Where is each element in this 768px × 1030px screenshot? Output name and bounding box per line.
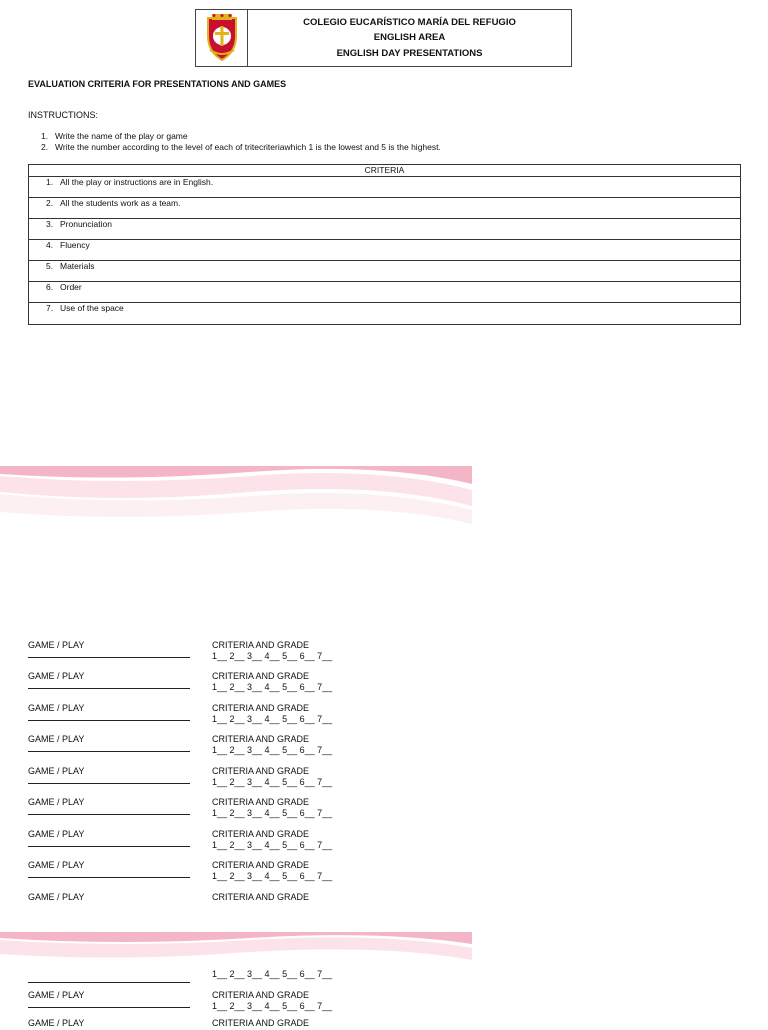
game-play-label: GAME / PLAY (28, 892, 85, 902)
game-entry-left (28, 671, 190, 689)
game-entry-right (212, 671, 332, 693)
game-play-label: GAME / PLAY (28, 766, 85, 776)
decorative-wave (0, 930, 472, 970)
game-entry-left (28, 797, 190, 815)
criteria-grade-label: CRITERIA AND GRADE (212, 892, 310, 902)
game-entry-right (212, 703, 332, 725)
header-text (248, 10, 571, 66)
instructions-heading: INSTRUCTIONS: (28, 110, 99, 120)
game-entry-right (212, 766, 332, 788)
game-play-label: GAME / PLAY (28, 829, 85, 839)
criteria-grade-label: CRITERIA AND GRADE (212, 990, 310, 1000)
instructions-list (41, 131, 441, 152)
grade-line[interactable]: 1__ 2__ 3__ 4__ 5__ 6__ 7__ (212, 808, 333, 818)
criteria-grade-label: CRITERIA AND GRADE (212, 829, 310, 839)
game-entry-right (212, 734, 332, 756)
game-entry-left (28, 640, 190, 658)
game-entry-right (212, 860, 332, 882)
game-entry-left (28, 829, 190, 847)
game-name-line[interactable] (28, 845, 190, 847)
event-name: ENGLISH DAY PRESENTATIONS (336, 47, 483, 59)
grade-line[interactable]: 1__ 2__ 3__ 4__ 5__ 6__ 7__ (212, 777, 333, 787)
grade-line[interactable]: 1__ 2__ 3__ 4__ 5__ 6__ 7__ (212, 714, 333, 724)
game-entry-right (212, 797, 332, 819)
criteria-grade-label: CRITERIA AND GRADE (212, 860, 310, 870)
school-name: COLEGIO EUCARÍSTICO MARÍA DEL REFUGIO (303, 16, 516, 28)
grade-line[interactable]: 1__ 2__ 3__ 4__ 5__ 6__ 7__ (212, 651, 333, 661)
game-name-line[interactable] (28, 750, 190, 752)
criteria-row: 5. Materials (29, 261, 740, 282)
game-play-label: GAME / PLAY (28, 640, 85, 650)
instruction-item: 2. Write the number according to the level of each of tritecriteriawhich 1 is the lowest and 5 is the highest. (41, 141, 441, 152)
criteria-row: 4. Fluency (29, 240, 740, 261)
criteria-row: 6. Order (29, 282, 740, 303)
game-entry-right (212, 990, 332, 1012)
area-name: ENGLISH AREA (373, 32, 446, 44)
game-entry-left (28, 703, 190, 721)
game-entry-left (28, 860, 190, 878)
criteria-grade-label: CRITERIA AND GRADE (212, 766, 310, 776)
game-name-line[interactable] (28, 687, 190, 689)
criteria-table (28, 164, 741, 325)
decorative-wave (0, 462, 472, 532)
criteria-grade-label: CRITERIA AND GRADE (212, 797, 310, 807)
criteria-grade-label: CRITERIA AND GRADE (212, 703, 310, 713)
game-entry-right (212, 829, 332, 851)
game-play-label: GAME / PLAY (28, 860, 85, 870)
game-entry-right (212, 969, 332, 980)
game-name-line[interactable] (28, 813, 190, 815)
game-entry-right (212, 640, 332, 662)
game-play-label: GAME / PLAY (28, 797, 85, 807)
game-name-line[interactable] (28, 656, 190, 658)
game-name-line[interactable] (28, 876, 190, 878)
criteria-grade-label: CRITERIA AND GRADE (212, 671, 310, 681)
game-name-line[interactable] (28, 782, 190, 784)
game-entry-left (28, 990, 190, 1008)
game-play-label: GAME / PLAY (28, 703, 85, 713)
game-entry-left (28, 892, 190, 904)
game-play-label: GAME / PLAY (28, 990, 85, 1000)
grade-line[interactable]: 1__ 2__ 3__ 4__ 5__ 6__ 7__ (212, 1001, 333, 1011)
game-entry-left (28, 734, 190, 752)
game-name-line[interactable] (28, 1006, 190, 1008)
instruction-item: 1. Write the name of the play or game (41, 131, 188, 141)
game-entry-left (28, 1018, 190, 1030)
grade-line[interactable]: 1__ 2__ 3__ 4__ 5__ 6__ 7__ (212, 745, 333, 755)
game-play-label: GAME / PLAY (28, 671, 85, 681)
criteria-grade-label: CRITERIA AND GRADE (212, 640, 310, 650)
game-name-line[interactable] (28, 719, 190, 721)
game-name-line[interactable] (28, 981, 190, 983)
game-entry-left (28, 766, 190, 784)
school-crest-icon (202, 14, 242, 62)
grade-line[interactable]: 1__ 2__ 3__ 4__ 5__ 6__ 7__ (212, 871, 333, 881)
criteria-grade-label: CRITERIA AND GRADE (212, 734, 310, 744)
grade-line[interactable]: 1__ 2__ 3__ 4__ 5__ 6__ 7__ (212, 682, 333, 692)
criteria-row: 7. Use of the space (46, 303, 124, 313)
game-play-label: GAME / PLAY (28, 1018, 85, 1028)
header-box (195, 9, 572, 67)
criteria-row: 1. All the play or instructions are in English. (29, 177, 740, 198)
game-entry-right (212, 892, 309, 903)
game-play-label: GAME / PLAY (28, 734, 85, 744)
criteria-header: CRITERIA (29, 165, 740, 177)
game-entry-left (28, 965, 190, 983)
grade-line[interactable]: 1__ 2__ 3__ 4__ 5__ 6__ 7__ (212, 969, 333, 979)
criteria-row: 3. Pronunciation (29, 219, 740, 240)
criteria-row: 2. All the students work as a team. (29, 198, 740, 219)
grade-line[interactable]: 1__ 2__ 3__ 4__ 5__ 6__ 7__ (212, 840, 333, 850)
document-title: EVALUATION CRITERIA FOR PRESENTATIONS AND GAMES (28, 79, 287, 89)
logo-cell (196, 10, 248, 66)
criteria-grade-label: CRITERIA AND GRADE (212, 1018, 310, 1028)
